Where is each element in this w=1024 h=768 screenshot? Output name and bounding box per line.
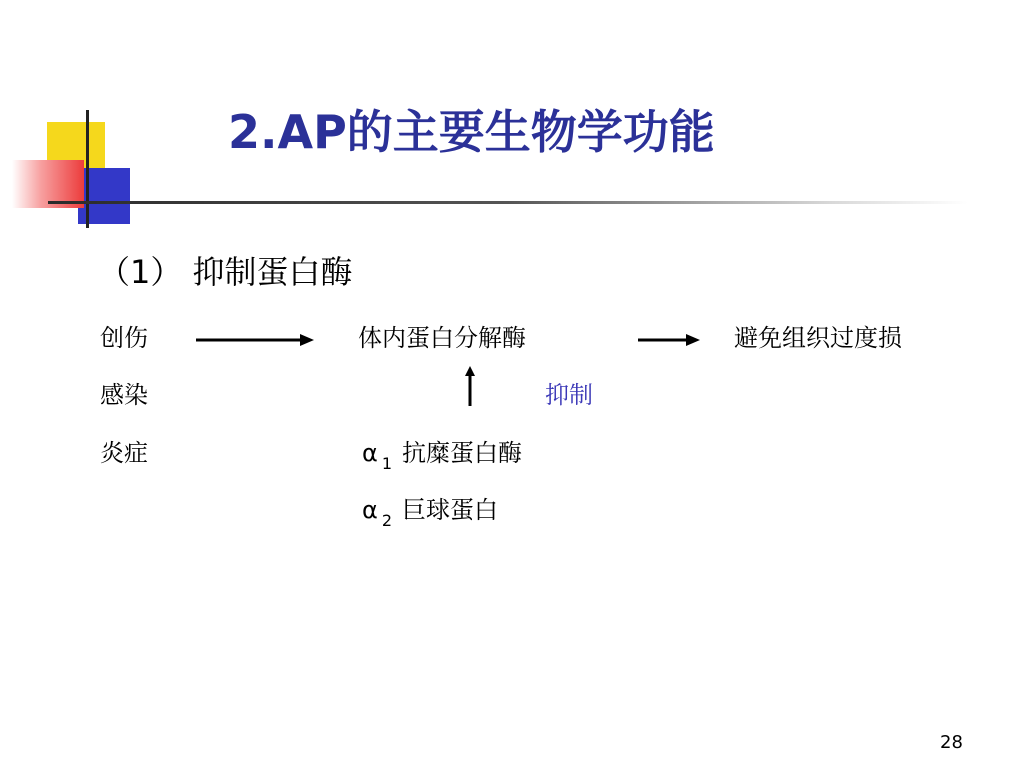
section-heading: （1） 抑制蛋白酶 bbox=[98, 253, 353, 291]
alpha-symbol: α bbox=[362, 439, 378, 467]
right-arrow-icon bbox=[196, 330, 316, 350]
inhibitor-name: 抗糜蛋白酶 bbox=[402, 439, 523, 467]
label-inflammation: 炎症 bbox=[100, 439, 148, 467]
label-trauma: 创伤 bbox=[100, 324, 148, 352]
inhibitor-name: 巨球蛋白 bbox=[402, 496, 499, 524]
page-number: 28 bbox=[940, 732, 963, 753]
subscript: 1 bbox=[381, 454, 393, 473]
inhibitor-alpha1-antichymotrypsin bbox=[362, 433, 523, 473]
right-arrow-icon bbox=[638, 330, 702, 350]
label-inhibit: 抑制 bbox=[545, 381, 593, 409]
label-protease: 体内蛋白分解酶 bbox=[358, 324, 526, 352]
label-infection: 感染 bbox=[100, 381, 148, 409]
page-title: 2.AP的主要生物学功能 bbox=[228, 105, 715, 159]
label-avoid-tissue-damage: 避免组织过度损 bbox=[734, 324, 902, 352]
decorative-vertical-line bbox=[86, 110, 89, 228]
title-underline-divider bbox=[48, 201, 968, 204]
alpha-symbol: α bbox=[362, 496, 378, 524]
up-arrow-icon bbox=[462, 366, 478, 406]
subscript: 2 bbox=[381, 511, 393, 530]
inhibitor-alpha2-macroglobulin bbox=[362, 490, 499, 530]
